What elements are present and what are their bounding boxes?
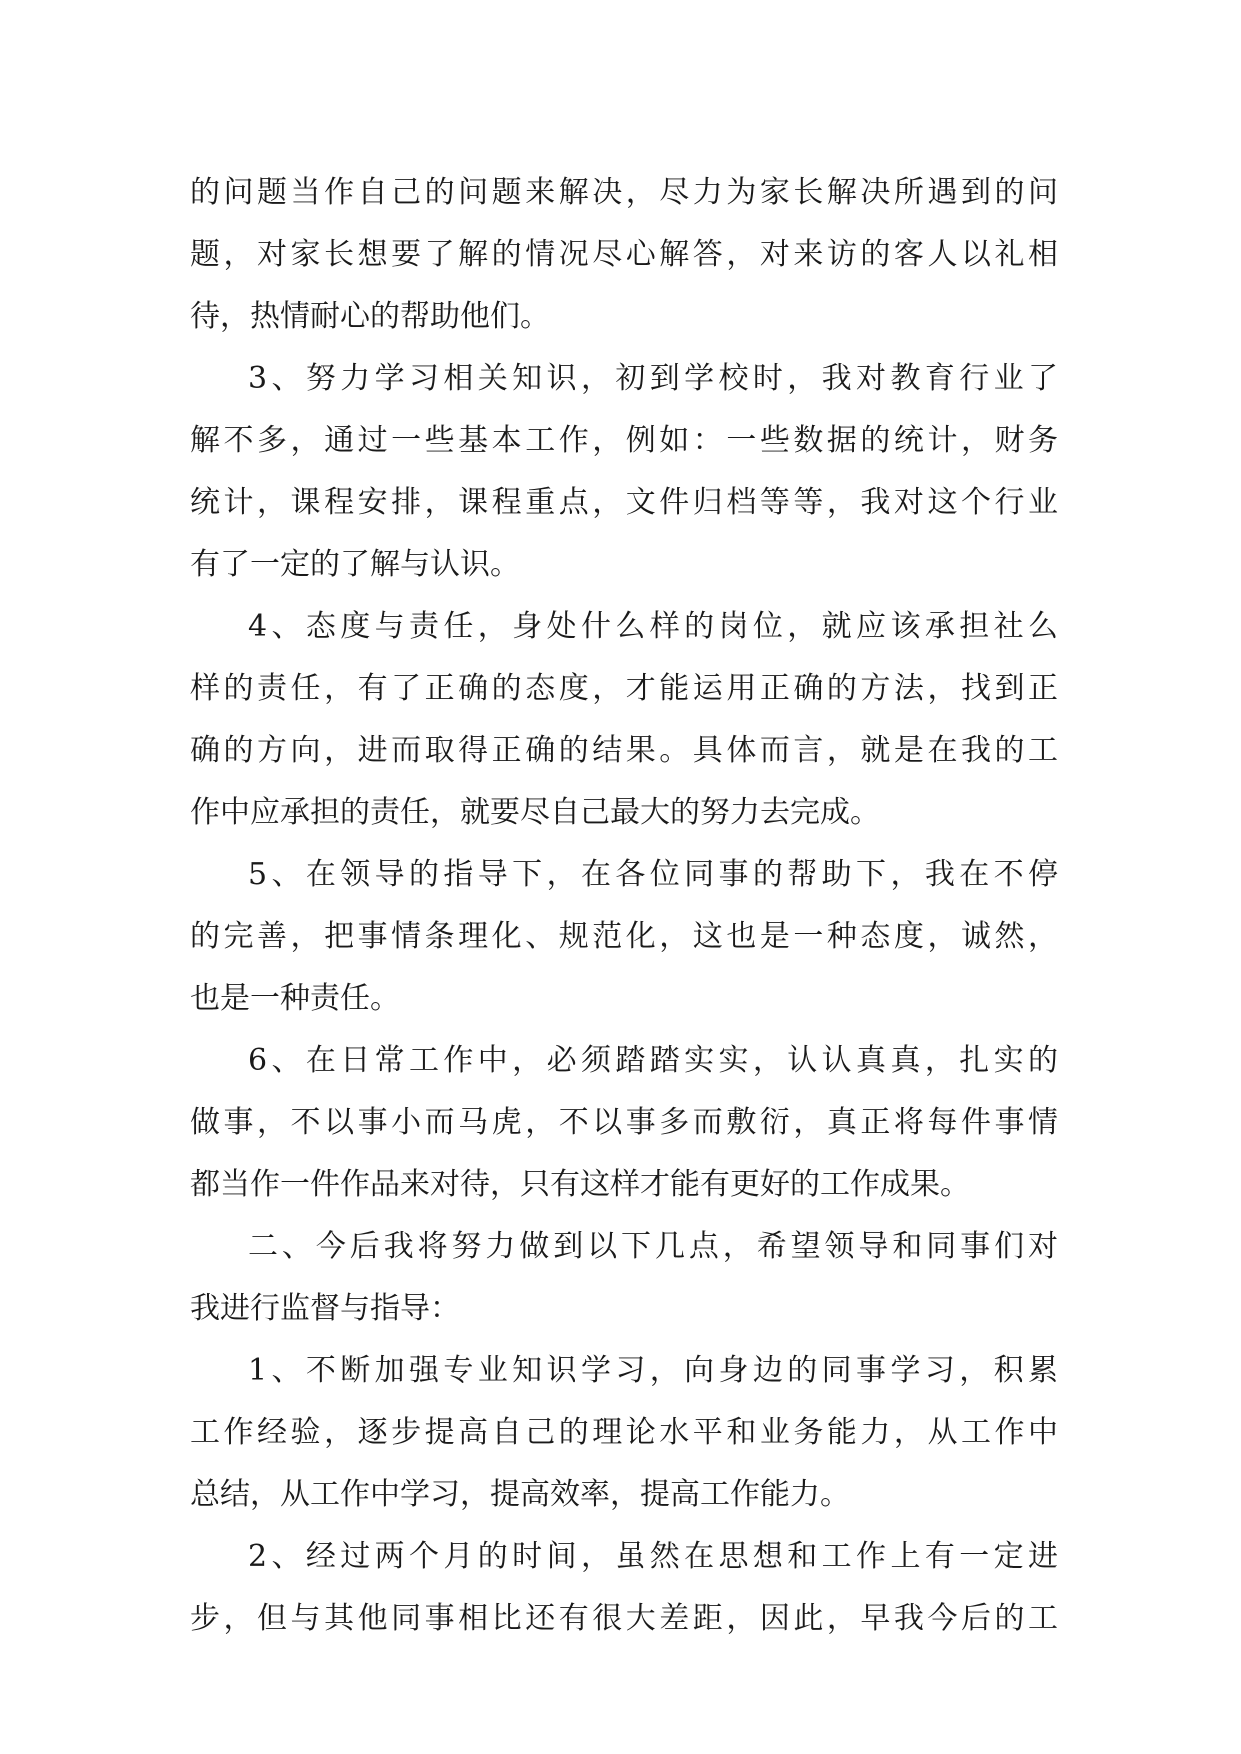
text-line: 工作经验，逐步提高自己的理论水平和业务能力，从工作中 — [190, 1415, 1058, 1450]
text-line: 的问题当作自己的问题来解决，尽力为家长解决所遇到的问 — [190, 175, 1058, 210]
text-line: 也是一种责任。 — [190, 981, 400, 1016]
document-body — [190, 162, 1058, 1650]
text-line: 解不多，通过一些基本工作，例如：一些数据的统计，财务 — [190, 423, 1058, 458]
text-line: 题，对家长想要了解的情况尽心解答，对来访的客人以礼相 — [190, 237, 1058, 272]
paragraph-start-line: 3、努力学习相关知识，初到学校时，我对教育行业了 — [248, 361, 1058, 396]
text-line: 确的方向，进而取得正确的结果。具体而言，就是在我的工 — [190, 733, 1058, 768]
text-line: 待，热情耐心的帮助他们。 — [190, 299, 550, 334]
text-line: 作中应承担的责任，就要尽自己最大的努力去完成。 — [190, 795, 880, 830]
text-line: 步，但与其他同事相比还有很大差距，因此，早我今后的工 — [190, 1601, 1058, 1636]
text-line: 我进行监督与指导： — [190, 1291, 460, 1326]
paragraph-start-line: 4、态度与责任，身处什么样的岗位，就应该承担社么 — [248, 609, 1058, 644]
paragraph-start-line: 2、经过两个月的时间，虽然在思想和工作上有一定进 — [248, 1539, 1058, 1574]
paragraph-start-line: 1、不断加强专业知识学习，向身边的同事学习，积累 — [248, 1353, 1058, 1388]
section-heading-line: 二、今后我将努力做到以下几点，希望领导和同事们对 — [248, 1229, 1058, 1264]
paragraph-start-line: 6、在日常工作中，必须踏踏实实，认认真真，扎实的 — [248, 1043, 1058, 1078]
text-line: 统计，课程安排，课程重点，文件归档等等，我对这个行业 — [190, 485, 1058, 520]
text-line: 的完善，把事情条理化、规范化，这也是一种态度，诚然， — [190, 919, 1058, 954]
text-line: 有了一定的了解与认识。 — [190, 547, 520, 582]
text-line: 都当作一件作品来对待，只有这样才能有更好的工作成果。 — [190, 1167, 970, 1202]
text-line: 总结，从工作中学习，提高效率，提高工作能力。 — [190, 1477, 850, 1512]
text-line: 样的责任，有了正确的态度，才能运用正确的方法，找到正 — [190, 671, 1058, 706]
text-line: 做事，不以事小而马虎，不以事多而敷衍，真正将每件事情 — [190, 1105, 1058, 1140]
paragraph-start-line: 5、在领导的指导下，在各位同事的帮助下，我在不停 — [248, 857, 1058, 892]
